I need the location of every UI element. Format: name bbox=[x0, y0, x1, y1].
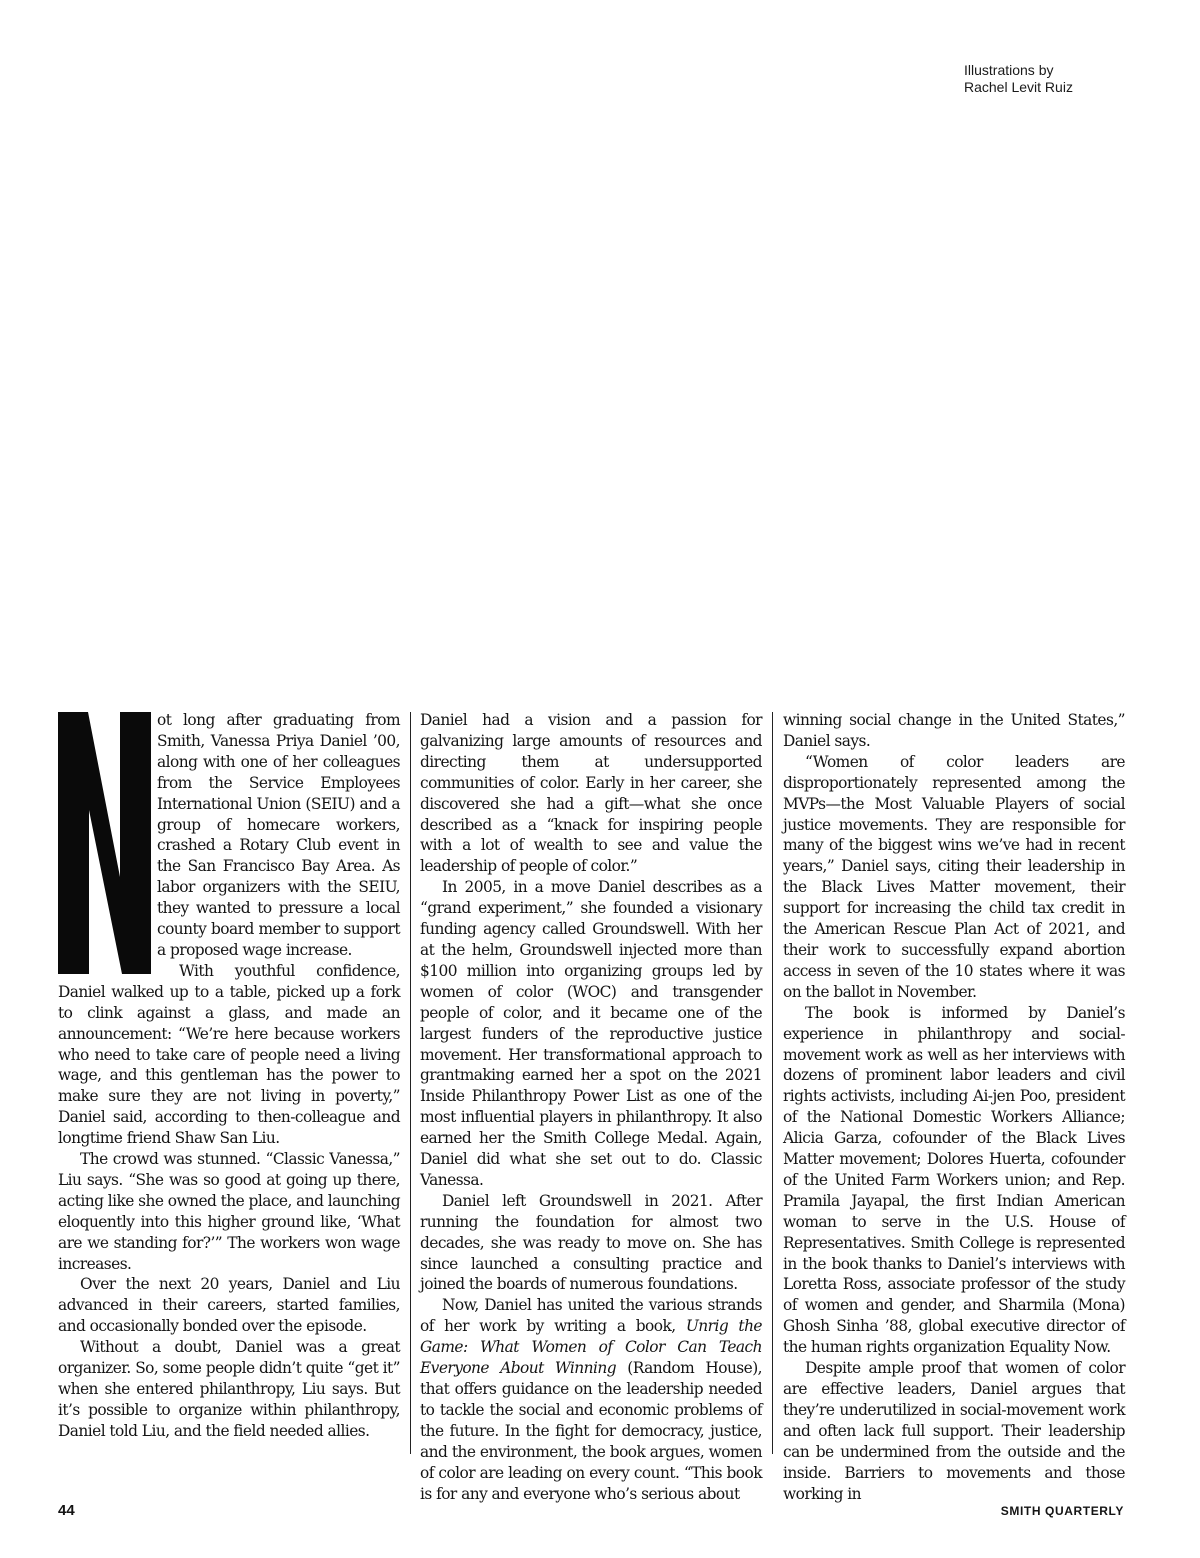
paragraph: Without a doubt, Daniel was a great organizer. So, some people didn’t quite “get it” when she entered philanthropy, Liu says. But it’s possible to organize within philanthropy, Daniel told Liu, and the field needed allies. bbox=[58, 1338, 400, 1440]
article-column-3 bbox=[783, 710, 1125, 1504]
article-column-1 bbox=[58, 710, 400, 1442]
illustration-credit bbox=[964, 62, 1164, 96]
article-column-2 bbox=[420, 710, 762, 1504]
credit-line-2: Rachel Levit Ruiz bbox=[964, 79, 1073, 95]
text-run: Now, Daniel has united the various strands of her work by writing a book, bbox=[420, 1296, 762, 1336]
paragraph: In 2005, in a move Daniel describes as a “grand experiment,” she founded a visionary funding agency called Groundswell. With her at the helm, Groundswell injected more than $100 million into organizing groups led by women of color (WOC) and transgender people of color, and it became one of the largest funders of the reproductive justice movement. Her transformational approach to grantmaking earned her a spot on the 2021 Inside Philanthropy Power List as one of the most influential players in philanthropy. It also earned her the Smith College Medal. Again, Daniel did what she set out to do. Classic Vanessa. bbox=[420, 878, 762, 1189]
paragraph: winning social change in the United States,” Daniel says. bbox=[783, 711, 1125, 750]
drop-cap-letter-n bbox=[58, 712, 151, 974]
paragraph: The book is informed by Daniel’s experience in philanthropy and social-movement work as well as her interviews with dozens of prominent labor leaders and civil rights activists, including Ai-jen Poo, president of the National Domestic Workers Alliance; Alicia Garza, cofounder of the Black Lives Matter movement; Dolores Huerta, cofounder of the United Farm Workers union; and Rep. Pramila Jayapal, the first Indian American woman to serve in the U.S. House of Representatives. Smith College is represented in the book thanks to Daniel’s interviews with Loretta Ross, associate professor of the study of women and gender, and Sharmila (Mona) Ghosh Sinha ’88, global executive director of the human rights organization Equality Now. bbox=[783, 1003, 1125, 1357]
paragraph: Daniel left Groundswell in 2021. After running the foundation for almost two decades, she was ready to move on. She has since launched a consulting practice and joined the boards of numerous foundations. bbox=[420, 1191, 762, 1294]
paragraph: ot long after graduating from Smith, Vanessa Priya Daniel ’00, along with one of her colleagues from the Service Employees International Union (SEIU) and a group of homecare workers, crashed a Rotary Club event in the San Francisco Bay Area. As labor organizers with the SEIU, they wanted to pressure a local county board member to support a proposed wage increase. bbox=[157, 711, 400, 959]
drop-cap bbox=[58, 712, 151, 974]
paragraph: Daniel had a vision and a passion for galvanizing large amounts of resources and directing them at undersupported communities of color. Early in her career, she discovered she had a gift—what she once described as a “knack for inspiring people with a lot of wealth to see and value the leadership of people of color.” bbox=[420, 711, 762, 876]
column-divider bbox=[772, 712, 773, 1454]
magazine-name: SMITH QUARTERLY bbox=[1000, 1504, 1124, 1518]
page-number: 44 bbox=[58, 1502, 75, 1519]
text-run: (Random House), that offers guidance on the leadership needed to tackle the social and economic problems of the future. In the fight for democracy, justice, and the environment, the book argues, women of color are leading on every count. “This book is for any and everyone who’s serious about bbox=[420, 1359, 763, 1503]
paragraph: “Women of color leaders are disproportionately represented among the MVPs—the Most Valuable Players of social justice movements. They are responsible for many of the biggest wins we’ve had in recent years,” Daniel says, citing their leadership in the Black Lives Matter movement, their support for increasing the child tax credit in the American Rescue Plan Act of 2021, and their work to successfully expand abortion access in seven of the 10 states where it was on the ballot in November. bbox=[783, 752, 1125, 1001]
paragraph: Despite ample proof that women of color are effective leaders, Daniel argues that they’re underutilized in social-movement work and often lack full support. Their leadership can be undermined from the outside and the inside. Barriers to movements and those working in bbox=[783, 1359, 1125, 1503]
paragraph bbox=[420, 1295, 762, 1504]
paragraph: Over the next 20 years, Daniel and Liu advanced in their careers, started families, and occasionally bonded over the episode. bbox=[58, 1275, 400, 1336]
credit-line-1: Illustrations by bbox=[964, 62, 1054, 78]
paragraph: With youthful confidence, Daniel walked up to a table, picked up a fork to clink against a glass, and made an announcement: “We’re here because workers who need to take care of people need a living wage, and this gentleman has the power to make sure they are not living in poverty,” Daniel said, according to then-colleague and longtime friend Shaw San Liu. bbox=[58, 961, 400, 1148]
paragraph: The crowd was stunned. “Classic Vanessa,” Liu says. “She was so good at going up there, acting like she owned the place, and launching eloquently into this higher ground like, ‘What are we standing for?’” The workers won wage increases. bbox=[58, 1150, 400, 1273]
book-title: Unrig the Game: What Women of Color Can Teach Everyone About Winning bbox=[420, 1317, 762, 1378]
column-divider bbox=[410, 712, 411, 1454]
